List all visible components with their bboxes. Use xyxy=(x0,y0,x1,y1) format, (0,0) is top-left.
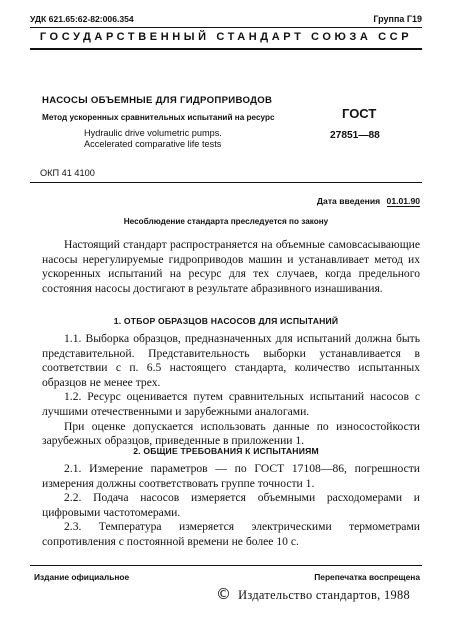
section-2-heading: 2. ОБЩИЕ ТРЕБОВАНИЯ К ИСПЫТАНИЯМ xyxy=(133,446,319,456)
title-block-rule xyxy=(30,182,422,183)
gost-number: 27851—88 xyxy=(330,130,380,141)
state-standard-title: ГОСУДАРСТВЕННЫЙ СТАНДАРТ СОЮЗА ССР xyxy=(39,31,413,43)
group-code: Группа Г19 xyxy=(373,14,422,24)
intro-paragraph xyxy=(42,238,420,296)
section-1-heading: 1. ОТБОР ОБРАЗЦОВ НАСОСОВ ДЛЯ ИСПЫТАНИЙ xyxy=(113,316,339,326)
law-notice: Несоблюдение стандарта преследуется по закону xyxy=(123,217,329,226)
intro-paragraph-text: Настоящий стандарт распространяется на объемные самовсасывающие насосы нерегулируемые гидроприводов машин и устанавливает метод их ускоренных испытаний на ресурс для тех случаев, когда предельного состояния насосы достигают в результате абразивного изнашивания. xyxy=(42,238,420,295)
copyright-icon: © xyxy=(216,585,231,603)
introduction-date xyxy=(317,196,420,207)
section-1-clause-1-1: 1.1. Выборка образцов, предназначенных для испытаний должна быть представительной. Представительность выборки устанавливается в соответствии с п. 6.5 настоящего стандарта, количество испытанных образцов не менее трех. xyxy=(42,332,420,389)
udc-code: УДК 621.65:62-82:006.354 xyxy=(30,14,134,24)
standard-title-en-line2: Accelerated comparative life tests xyxy=(84,139,222,149)
standard-subtitle-ru: Метод ускоренных сравнительных испытаний на ресурс xyxy=(42,113,275,122)
section-1-clause-1-2-note: При оценке допускается использовать данные по износостойкости зарубежных образцов, приведенные в приложении 1. xyxy=(42,419,420,448)
section-2-clause-2-2: 2.2. Подача насосов измеряется объемными расходомерами и цифровыми частотомерами. xyxy=(42,491,420,519)
standard-title-en-line1: Hydraulic drive volumetric pumps. xyxy=(84,128,222,138)
footer-rule xyxy=(30,565,422,566)
section-2-clause-2-1: 2.1. Измерение параметров — по ГОСТ 17108—86, погрешности измерения должны соответствовать группе точности 1. xyxy=(42,462,420,490)
introduction-date-label: Дата введения xyxy=(316,196,381,206)
gost-label: ГОСТ xyxy=(342,106,377,121)
header-bottom-rule xyxy=(30,48,422,50)
section-2-clause-2-3: 2.3. Температура измеряется электрическими термометрами сопротивления с постоянной времени не более 10 с. xyxy=(42,520,420,548)
section-1-body xyxy=(42,332,420,449)
publisher-line xyxy=(216,585,410,603)
header-top-rule xyxy=(30,27,422,28)
publisher-text: Издательство стандартов, 1988 xyxy=(238,588,410,602)
okp-code: ОКП 41 4100 xyxy=(40,168,95,178)
introduction-date-value: 01.01.90 xyxy=(386,196,420,206)
section-1-clause-1-2: 1.2. Ресурс оценивается путем сравнительных испытаний насосов с лучшими отечественными и зарубежными аналогами. xyxy=(42,390,420,418)
reprint-prohibited: Перепечатка воспрещена xyxy=(314,572,420,582)
official-edition: Издание официальное xyxy=(34,572,130,582)
section-2-body xyxy=(42,462,420,550)
standard-title-ru: НАСОСЫ ОБЪЕМНЫЕ ДЛЯ ГИДРОПРИВОДОВ xyxy=(42,95,273,106)
